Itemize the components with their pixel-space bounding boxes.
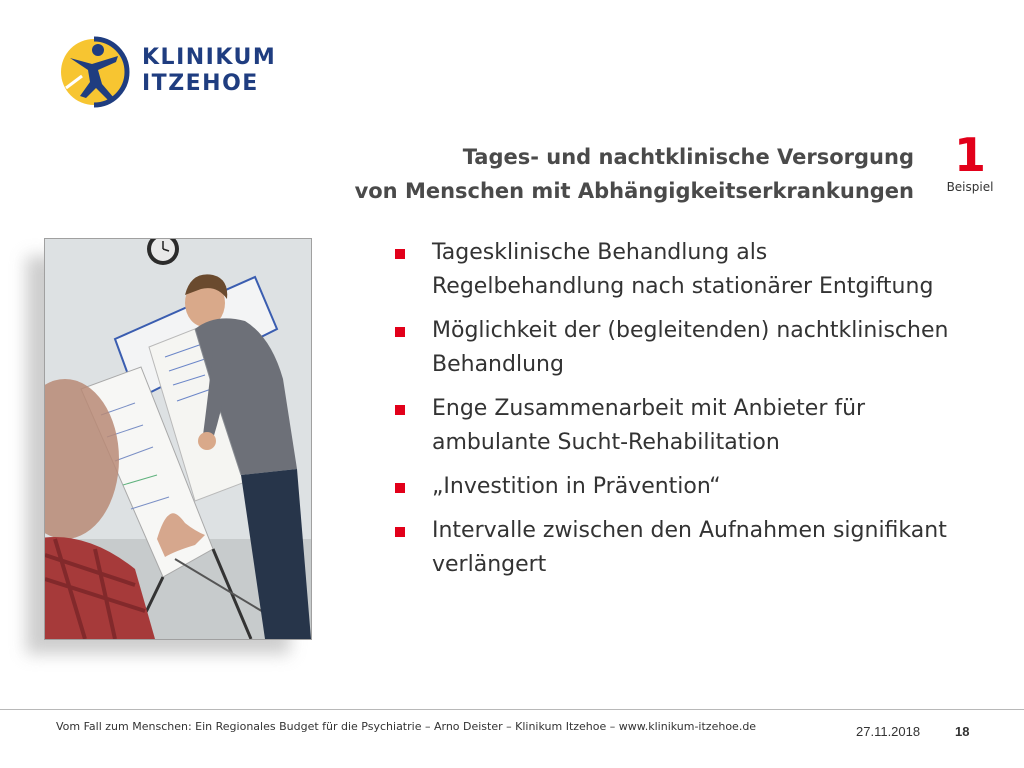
- example-number: 1: [953, 128, 986, 182]
- footer-divider: [0, 709, 1024, 710]
- footer-date: 27.11.2018: [856, 724, 921, 739]
- bullet-item: [392, 236, 952, 304]
- bullet-item: [392, 314, 952, 382]
- slide-title-line-2: von Menschen mit Abhängigkeitserkrankungen: [354, 179, 914, 203]
- bullet-list: [392, 236, 952, 592]
- example-label: Beispiel: [946, 180, 994, 194]
- bullet-text: Enge Zusammenarbeit mit Anbieter für ambulante Sucht-Rehabilitation: [432, 396, 866, 455]
- bullet-text: Möglichkeit der (begleitenden) nachtklinischen Behandlung: [432, 318, 949, 377]
- slide-title: [294, 140, 914, 208]
- klinikum-logo: [58, 36, 288, 112]
- bullet-square-icon: [395, 249, 405, 259]
- bullet-text: „Investition in Prävention“: [432, 474, 721, 499]
- bullet-square-icon: [395, 483, 405, 493]
- bullet-square-icon: [395, 405, 405, 415]
- slide-title-line-1: Tages- und nachtklinische Versorgung: [462, 145, 914, 169]
- person-figure-logo-icon: [58, 36, 130, 108]
- logo-wordmark: [142, 45, 276, 97]
- bullet-text: Intervalle zwischen den Aufnahmen signifikant verlängert: [432, 518, 947, 577]
- photo-illustration: [45, 239, 311, 639]
- bullet-square-icon: [395, 327, 405, 337]
- bullet-square-icon: [395, 527, 405, 537]
- bullet-item: [392, 514, 952, 582]
- footer-text: Vom Fall zum Menschen: Ein Regionales Budget für die Psychiatrie – Arno Deister – Klinikum Itzehoe – www.klinikum-itzehoe.de: [56, 720, 757, 733]
- logo-line-1: KLINIKUM: [142, 45, 277, 70]
- bullet-text: Tagesklinische Behandlung als Regelbehandlung nach stationärer Entgiftung: [432, 240, 934, 299]
- bullet-item: [392, 470, 952, 504]
- page-number: 18: [955, 724, 970, 739]
- example-indicator: [938, 128, 1002, 194]
- therapy-session-photo: [44, 238, 312, 640]
- bullet-item: [392, 392, 952, 460]
- logo-line-2: ITZEHOE: [142, 71, 259, 96]
